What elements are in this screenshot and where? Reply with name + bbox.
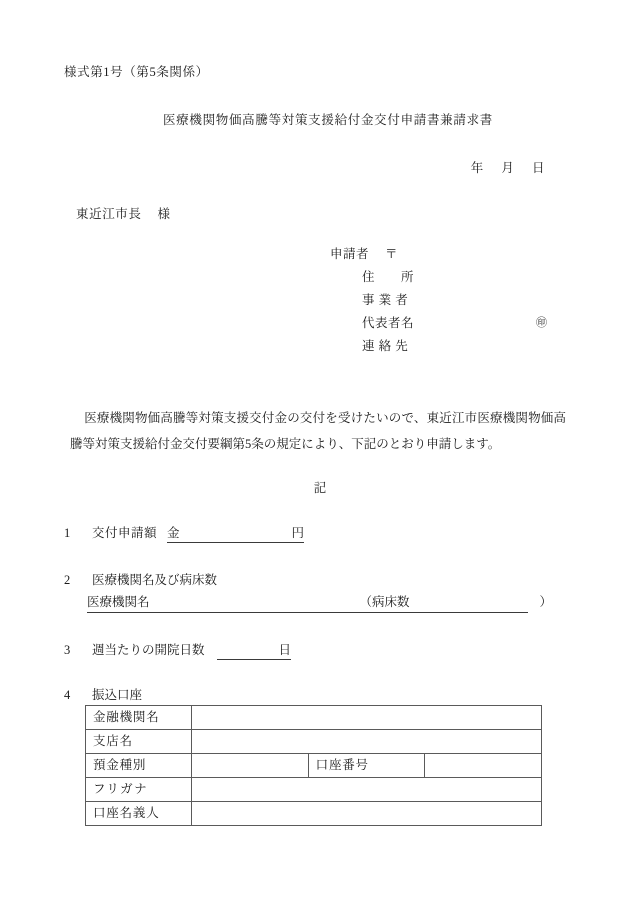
table-row: [86, 802, 542, 826]
paragraph-text: 医療機関物価高騰等対策支援交付金の交付を受けたいので、東近江市医療機関物価高騰等対策支援給付金交付要綱第5条の規定により、下記のとおり申請します。: [70, 411, 566, 451]
applicant-row-address: [330, 266, 414, 289]
note-marker: 記: [313, 481, 327, 495]
applicant-row-business: [330, 289, 414, 312]
applicant-label: 申請者: [330, 247, 370, 261]
currency-suffix: 円: [291, 526, 305, 540]
addressee-name: 東近江市長: [76, 207, 142, 221]
deposit-type-input[interactable]: [192, 754, 309, 778]
item-1-title: 交付申請額: [92, 526, 158, 540]
branch-name-label: 支店名: [86, 730, 192, 754]
account-holder-input[interactable]: [192, 802, 542, 826]
beds-close-label: ）: [539, 595, 553, 609]
date-year-label: 年: [470, 161, 484, 175]
applicant-row-label: [330, 243, 414, 266]
grant-amount-field[interactable]: [167, 523, 304, 543]
item-2-number: 2: [64, 573, 71, 587]
open-days-field[interactable]: [217, 640, 292, 660]
business-label: 事 業 者: [362, 293, 409, 307]
address-label: 住 所: [362, 270, 415, 284]
bank-name-input[interactable]: [192, 706, 542, 730]
item-3-number: 3: [64, 643, 71, 657]
item-1-number: 1: [64, 526, 71, 540]
institution-name-label: 医療機関名: [87, 595, 150, 609]
applicant-row-contact: [330, 335, 414, 358]
currency-prefix: 金: [167, 526, 180, 540]
item-2-entry-line[interactable]: [87, 592, 553, 613]
open-days-unit: 日: [278, 643, 292, 657]
table-row: [86, 706, 542, 730]
account-holder-label: 口座名義人: [86, 802, 192, 826]
item-1: [64, 523, 304, 543]
item-4-title: 振込口座: [92, 688, 143, 702]
bank-account-table: [85, 705, 542, 826]
date-day-label: 日: [531, 161, 545, 175]
date-line: [0, 158, 630, 176]
item-4-number: 4: [64, 688, 71, 702]
date-month-label: 月: [501, 161, 515, 175]
branch-name-input[interactable]: [192, 730, 542, 754]
furigana-label: フリガナ: [86, 778, 192, 802]
beds-open-label: （病床数: [359, 595, 410, 609]
item-3: [64, 640, 291, 660]
representative-label: 代表者名: [362, 316, 415, 330]
furigana-input[interactable]: [192, 778, 542, 802]
bank-name-label: 金融機関名: [86, 706, 192, 730]
seal-stamp-icon: ㊞: [536, 317, 547, 329]
item-2: [64, 570, 217, 588]
table-row: [86, 730, 542, 754]
item-4: [64, 685, 142, 703]
contact-label: 連 絡 先: [362, 339, 409, 353]
item-2-title: 医療機関名及び病床数: [92, 573, 218, 587]
addressee-honorific: 様: [157, 207, 171, 221]
account-number-input[interactable]: [425, 754, 542, 778]
item-3-title: 週当たりの開院日数: [92, 643, 205, 657]
applicant-row-representative: [330, 312, 547, 335]
table-row: [86, 778, 542, 802]
table-row: [86, 754, 542, 778]
deposit-type-label: 預金種別: [86, 754, 192, 778]
postal-mark-icon: 〒: [385, 247, 398, 261]
account-number-label: 口座番号: [308, 754, 425, 778]
applicant-block: [330, 243, 547, 358]
document-title: 医療機関物価高騰等対策支援給付金交付申請書兼請求書: [162, 113, 493, 127]
body-paragraph: [70, 405, 566, 457]
form-number: 様式第1号（第5条関係）: [64, 65, 209, 79]
addressee: [76, 204, 171, 222]
